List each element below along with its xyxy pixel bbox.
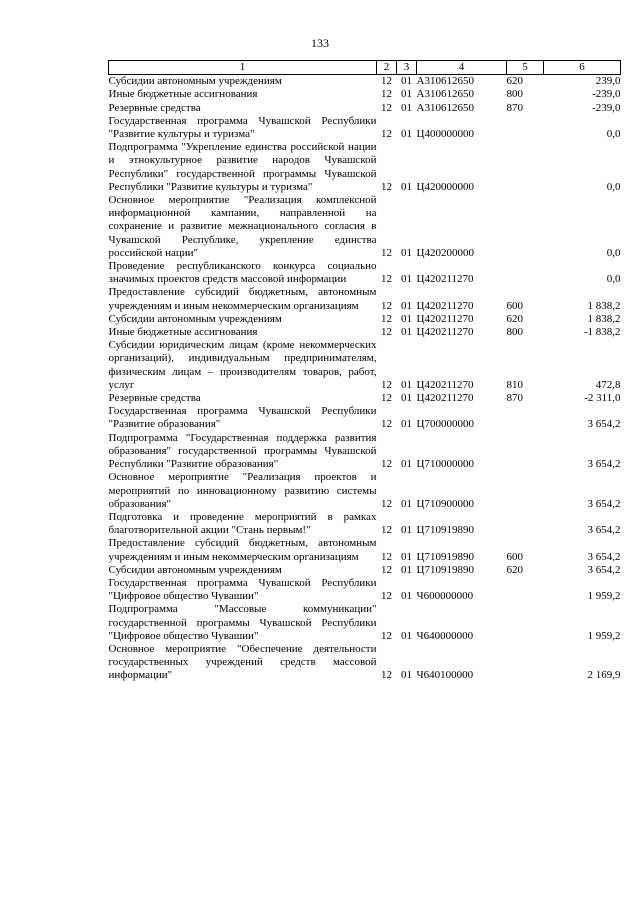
row-section: 12	[381, 326, 392, 339]
row-expense-type: 620	[506, 563, 523, 576]
row-expense-type	[507, 643, 544, 683]
row-expense-type: 600	[506, 550, 523, 563]
row-target-code: Ц420211270	[416, 326, 474, 339]
row-name: Иные бюджетные ассигнования	[108, 88, 258, 101]
row-amount: 1 838,2	[587, 299, 621, 312]
row-expense-type	[507, 194, 544, 260]
row-subsection: 01	[401, 75, 412, 88]
row-name: Подпрограмма "Государственная поддержка развития образования" государственной программы Чувашской Республики "Развитие образования"	[108, 431, 377, 471]
row-amount: 0,0	[606, 128, 621, 141]
row-section: 12	[381, 101, 392, 114]
row-expense-type: 620	[506, 75, 523, 88]
row-expense-type: 600	[506, 299, 523, 312]
row-subsection: 01	[401, 378, 412, 391]
row-expense-type: 800	[506, 88, 523, 101]
row-section: 12	[381, 273, 392, 286]
table-row	[109, 339, 621, 392]
row-target-code: Ц710919890	[416, 563, 474, 576]
row-section: 12	[381, 128, 392, 141]
row-section: 12	[381, 629, 392, 642]
row-name: Резервные средства	[108, 392, 201, 405]
row-expense-type	[507, 405, 544, 431]
row-target-code: Ц420211270	[416, 312, 474, 325]
table-row	[109, 88, 621, 101]
row-name: Проведение республиканского конкурса социально значимых проектов средств массовой информации	[108, 260, 377, 286]
row-subsection: 01	[401, 458, 412, 471]
row-expense-type	[507, 471, 544, 511]
row-expense-type	[507, 511, 544, 537]
row-subsection: 01	[401, 669, 412, 682]
row-name: Основное мероприятие "Обеспечение деятельности государственных учреждений средств массовой информации"	[108, 642, 377, 682]
row-subsection: 01	[401, 128, 412, 141]
table-row	[109, 471, 621, 511]
row-target-code: Ц420211270	[416, 378, 474, 391]
row-name: Подпрограмма "Укрепление единства российской нации и этнокультурное развитие народов Чувашской Республики" государственной программы Чувашской Республики "Развитие культуры и туризма"	[108, 141, 377, 193]
row-expense-type	[507, 115, 544, 141]
table-row	[109, 603, 621, 643]
row-name: Субсидии автономным учреждениям	[108, 312, 282, 325]
row-amount: 0,0	[606, 180, 621, 193]
row-expense-type	[507, 141, 544, 194]
row-amount: 3 654,2	[587, 550, 621, 563]
row-name: Основное мероприятие "Реализация проектов и мероприятий по инновационному развитию системы образования"	[108, 471, 377, 510]
table-row	[109, 564, 621, 577]
row-target-code: Ц700000000	[416, 418, 474, 431]
row-section: 12	[381, 590, 392, 603]
row-subsection: 01	[401, 629, 412, 642]
table-row	[109, 643, 621, 683]
row-target-code: Ч600000000	[416, 590, 474, 603]
row-expense-type	[507, 432, 544, 472]
row-amount: -1 838,2	[583, 326, 621, 339]
column-header: 1	[109, 61, 377, 75]
row-name: Подготовка и проведение мероприятий в рамках благотворительной акции "Стань первым!"	[108, 510, 377, 537]
row-name: Основное мероприятие "Реализация комплексной информационной кампании, направленной на сохранение и развитие межнационального согласия в Чувашской Республике, укрепление единства российской нации"	[108, 194, 377, 259]
row-expense-type: 800	[506, 326, 523, 339]
table-row	[109, 432, 621, 472]
row-section: 12	[381, 180, 392, 193]
row-amount: 239,0	[595, 75, 621, 88]
row-expense-type	[507, 603, 544, 643]
page-number: 133	[311, 36, 329, 50]
row-amount: 472,8	[595, 378, 621, 391]
row-amount: 3 654,2	[587, 418, 621, 431]
table-row	[109, 286, 621, 312]
row-amount: 3 654,2	[587, 458, 621, 471]
row-expense-type: 870	[506, 101, 523, 114]
table-row	[109, 75, 621, 89]
row-expense-type: 620	[506, 312, 523, 325]
table-row	[109, 141, 621, 194]
row-subsection: 01	[401, 180, 412, 193]
column-header: 2	[377, 61, 397, 75]
row-section: 12	[381, 299, 392, 312]
row-subsection: 01	[401, 524, 412, 537]
row-subsection: 01	[401, 563, 412, 576]
row-name: Резервные средства	[108, 101, 201, 114]
table-row	[109, 577, 621, 603]
row-target-code: Ц420200000	[416, 246, 474, 259]
table-row	[109, 405, 621, 431]
table-row	[109, 511, 621, 537]
row-amount: 3 654,2	[587, 524, 621, 537]
row-expense-type: 870	[506, 392, 523, 405]
row-amount: 1 838,2	[587, 312, 621, 325]
row-amount: 1 959,2	[587, 629, 621, 642]
table-row	[109, 115, 621, 141]
row-section: 12	[381, 418, 392, 431]
row-subsection: 01	[401, 326, 412, 339]
table-row	[109, 194, 621, 260]
budget-table	[108, 60, 621, 683]
row-target-code: А310612650	[416, 75, 474, 88]
row-subsection: 01	[401, 88, 412, 101]
row-amount: -239,0	[592, 88, 621, 101]
row-amount: 1 959,2	[587, 590, 621, 603]
table-row	[109, 260, 621, 286]
column-header: 6	[544, 61, 621, 75]
row-amount: 3 654,2	[587, 563, 621, 576]
row-name: Субсидии юридическим лицам (кроме некоммерческих организаций), индивидуальным предпринимателям, физическим лицам – производителям товаров, работ, услуг	[108, 339, 377, 391]
budget-table-body	[109, 75, 621, 683]
row-target-code: Ц710000000	[416, 458, 474, 471]
row-name: Предоставление субсидий бюджетным, автономным учреждениям и иным некоммерческим организациям	[108, 537, 377, 563]
row-amount: -239,0	[592, 101, 621, 114]
row-subsection: 01	[401, 418, 412, 431]
row-target-code: Ц420211270	[416, 299, 474, 312]
row-subsection: 01	[401, 392, 412, 405]
row-target-code: Ц400000000	[416, 128, 474, 141]
row-target-code: Ч640000000	[416, 629, 474, 642]
row-subsection: 01	[401, 101, 412, 114]
row-target-code: Ц420000000	[416, 180, 474, 193]
row-section: 12	[381, 392, 392, 405]
row-section: 12	[381, 563, 392, 576]
row-name: Субсидии автономным учреждениям	[108, 75, 282, 88]
row-subsection: 01	[401, 246, 412, 259]
row-subsection: 01	[401, 590, 412, 603]
row-target-code: Ц710919890	[416, 524, 474, 537]
row-section: 12	[381, 524, 392, 537]
row-subsection: 01	[401, 312, 412, 325]
row-section: 12	[381, 246, 392, 259]
row-target-code: А310612650	[416, 88, 474, 101]
column-number-header-row	[109, 61, 621, 75]
row-name: Субсидии автономным учреждениям	[108, 563, 282, 576]
row-expense-type: 810	[506, 378, 523, 391]
column-header: 3	[397, 61, 417, 75]
row-expense-type	[507, 260, 544, 286]
row-name: Предоставление субсидий бюджетным, автономным учреждениям и иным некоммерческим организациям	[108, 286, 377, 312]
row-target-code: Ц710900000	[416, 497, 474, 510]
column-header: 5	[507, 61, 544, 75]
row-amount: -2 311,0	[584, 392, 621, 405]
row-name: Иные бюджетные ассигнования	[108, 326, 258, 339]
row-amount: 3 654,2	[587, 497, 621, 510]
row-subsection: 01	[401, 550, 412, 563]
row-section: 12	[381, 378, 392, 391]
row-expense-type	[507, 577, 544, 603]
row-target-code: А310612650	[416, 101, 474, 114]
table-row	[109, 392, 621, 405]
row-target-code: Ч640100000	[416, 669, 474, 682]
row-amount: 0,0	[606, 273, 621, 286]
row-section: 12	[381, 458, 392, 471]
row-subsection: 01	[401, 299, 412, 312]
row-amount: 2 169,9	[587, 669, 621, 682]
row-subsection: 01	[401, 497, 412, 510]
row-name: Подпрограмма "Массовые коммуникации" государственной программы Чувашской Республики "Цифровое общество Чувашии"	[108, 603, 377, 642]
column-header: 4	[417, 61, 507, 75]
table-row	[109, 537, 621, 563]
table-row	[109, 313, 621, 326]
row-name: Государственная программа Чувашской Республики "Развитие культуры и туризма"	[108, 114, 377, 141]
row-amount: 0,0	[606, 246, 621, 259]
row-target-code: Ц710919890	[416, 550, 474, 563]
row-subsection: 01	[401, 273, 412, 286]
row-name: Государственная программа Чувашской Республики "Цифровое общество Чувашии"	[108, 576, 377, 603]
row-section: 12	[381, 88, 392, 101]
row-target-code: Ц420211270	[416, 392, 474, 405]
row-name: Государственная программа Чувашской Республики "Развитие образования"	[108, 405, 377, 431]
row-section: 12	[381, 312, 392, 325]
table-row	[109, 326, 621, 339]
row-section: 12	[381, 497, 392, 510]
row-section: 12	[381, 75, 392, 88]
table-row	[109, 102, 621, 115]
row-target-code: Ц420211270	[416, 273, 474, 286]
row-section: 12	[381, 550, 392, 563]
row-section: 12	[381, 669, 392, 682]
